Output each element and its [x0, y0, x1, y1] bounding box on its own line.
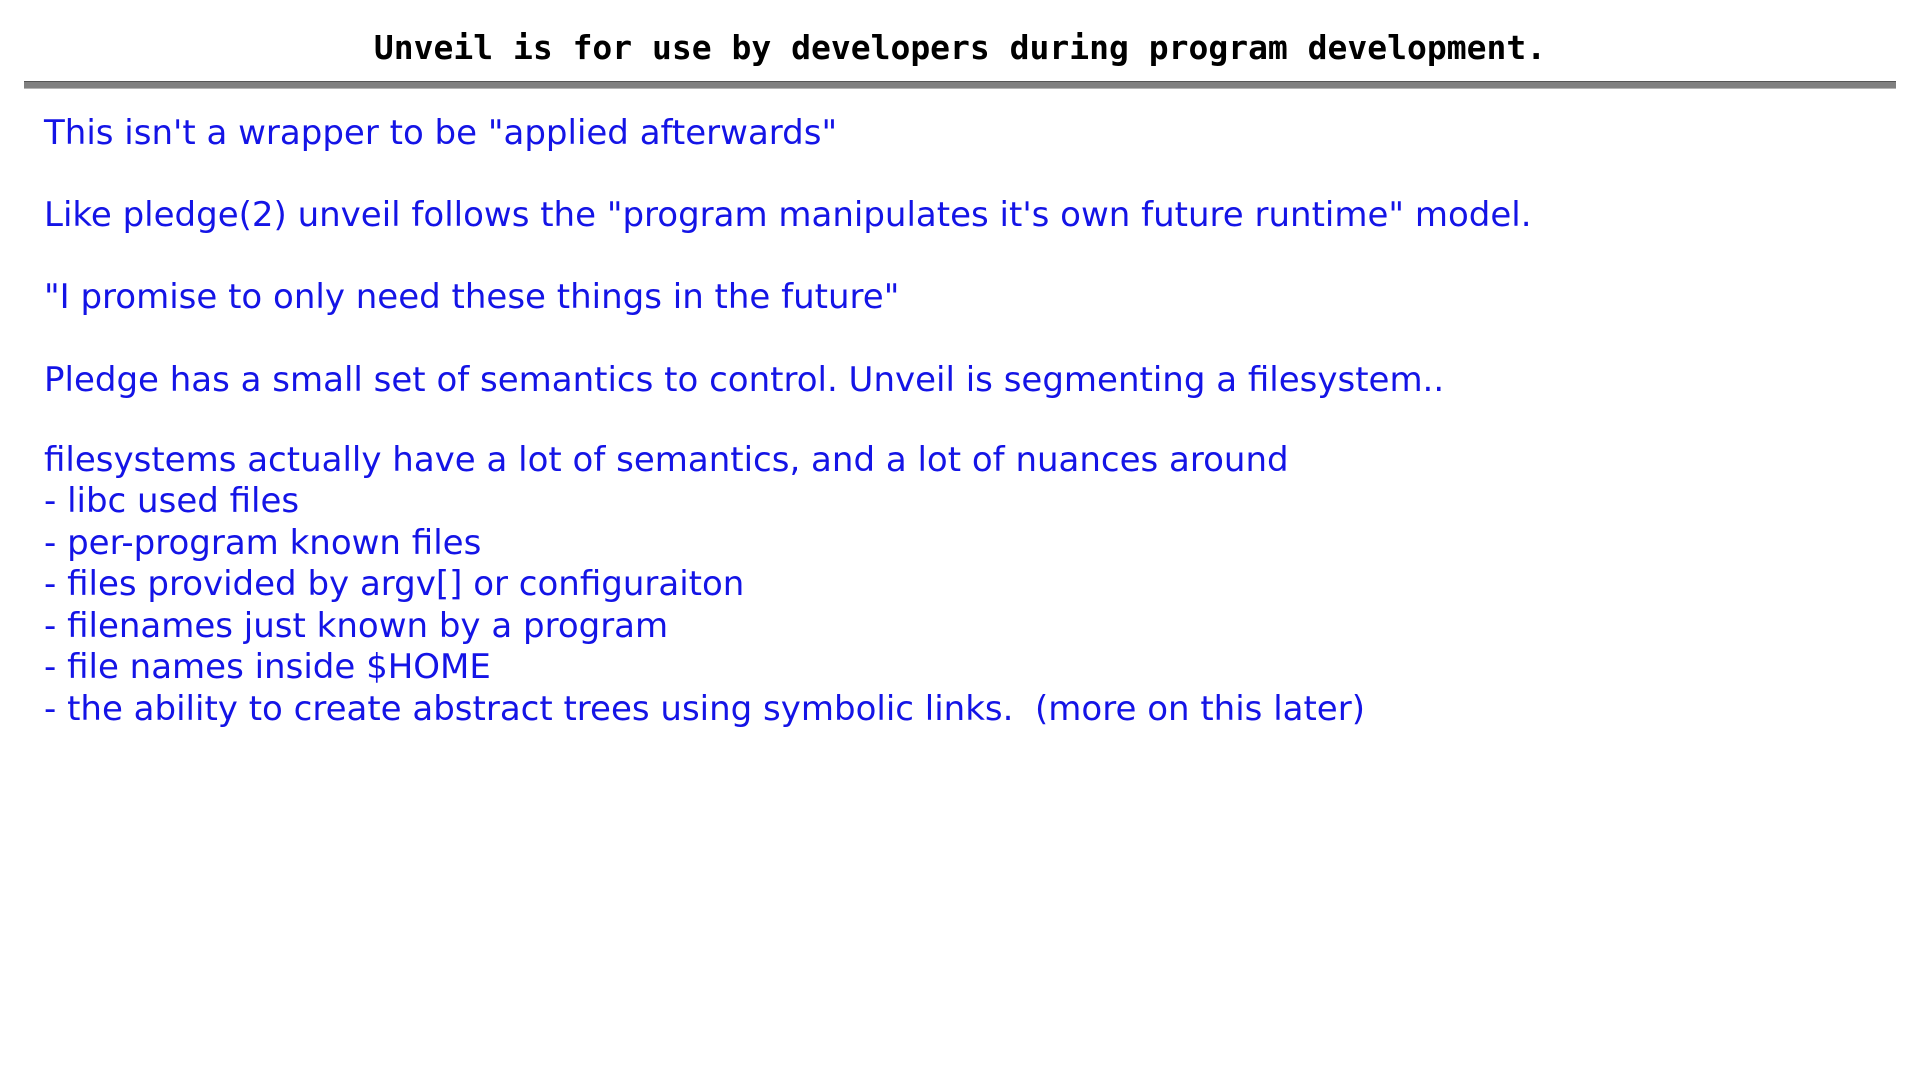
paragraph-1: This isn't a wrapper to be "applied afterwards" [44, 113, 838, 153]
paragraph-4: Pledge has a small set of semantics to control. Unveil is segmenting a filesystem.. [44, 359, 1445, 400]
slide-body [0, 89, 1920, 730]
list-item: - per-program known files [44, 522, 482, 563]
page-title: Unveil is for use by developers during program development. [373, 28, 1547, 67]
list-item: - libc used files [44, 481, 300, 522]
title-divider [24, 81, 1896, 89]
paragraph-3: "I promise to only need these things in the future" [44, 277, 900, 318]
list-item: - file names inside $HOME [44, 647, 491, 688]
list-intro: filesystems actually have a lot of semantics, and a lot of nuances around [44, 439, 1289, 480]
paragraph-2: Like pledge(2) unveil follows the "program manipulates it's own future runtime" model. [44, 195, 1532, 236]
list-item: - files provided by argv[] or configuraiton [44, 564, 745, 605]
bullet-list [44, 440, 1920, 730]
list-item: - filenames just known by a program [44, 605, 669, 646]
list-item: - the ability to create abstract trees using symbolic links. (more on this later) [44, 688, 1365, 729]
